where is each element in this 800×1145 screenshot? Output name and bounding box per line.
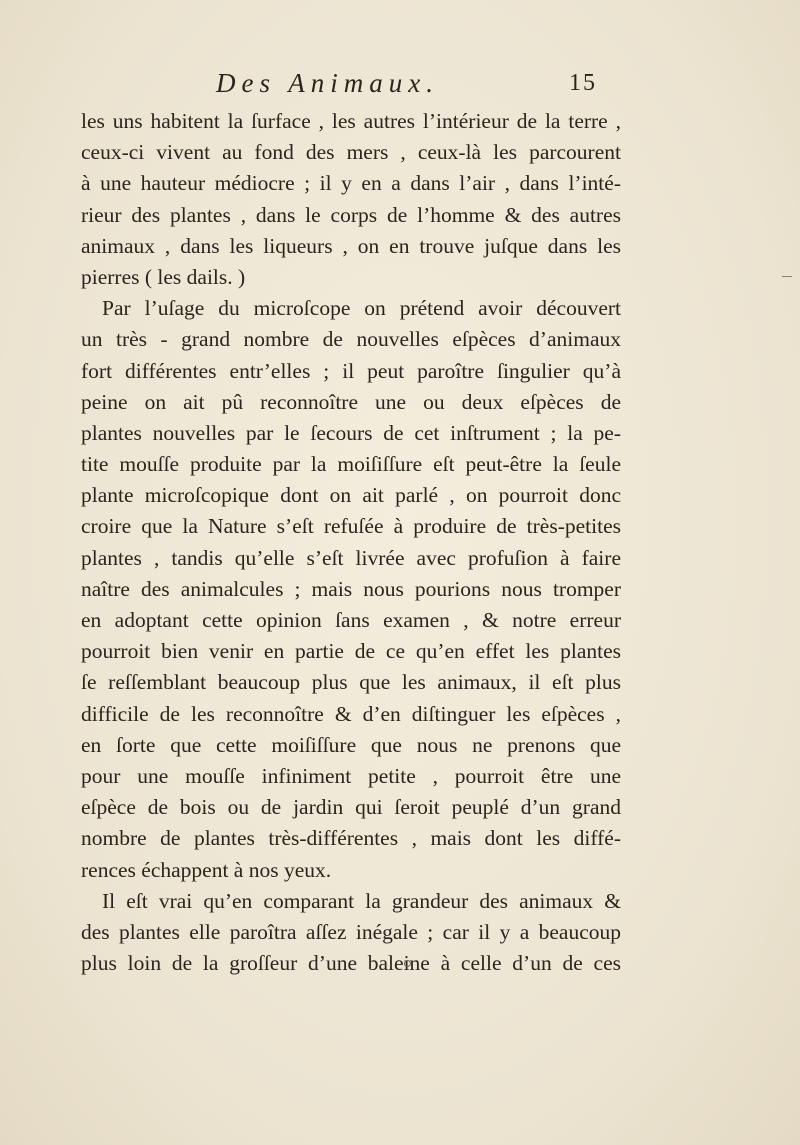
text-line: nombre de plantes très-différentes , mais dont les diffé- bbox=[81, 826, 621, 851]
text-line-paragraph-end: rences échappent à nos yeux. bbox=[81, 857, 332, 882]
text-line: ſe reſſemblant beaucoup plus que les animaux, il eſt plus bbox=[81, 670, 621, 695]
page-number: 15 bbox=[569, 70, 597, 96]
text-line: difficile de les reconnoître & d’en diſtinguer les eſpèces , bbox=[81, 701, 621, 726]
text-line: plantes nouvelles par le ſecours de cet inſtrument ; la pe- bbox=[81, 420, 621, 445]
text-line: les uns habitent la ſurface , les autres l’intérieur de la terre , bbox=[81, 109, 621, 133]
text-line: rieur des plantes , dans le corps de l’homme & des autres bbox=[81, 202, 621, 227]
text-line: eſpèce de bois ou de jardin qui ſeroit peuplé d’un grand bbox=[81, 795, 621, 820]
text-line: plantes , tandis qu’elle s’eſt livrée avec profuſion à faire bbox=[81, 545, 621, 570]
text-line: naître des animalcules ; mais nous pourions nous tromper bbox=[81, 576, 621, 601]
text-line: croire que la Nature s’eſt refuſée à produire de très-petites bbox=[81, 514, 621, 539]
text-line: animaux , dans les liqueurs , on en trouve juſque dans les bbox=[81, 233, 621, 258]
text-line: peine on ait pû reconnoître une ou deux eſpèces de bbox=[81, 389, 621, 414]
text-line: en ſorte que cette moiſiſſure que nous ne prenons que bbox=[81, 732, 621, 757]
text-line: pour une mouſſe infiniment petite , pourroit être une bbox=[81, 763, 621, 788]
ornament-circle bbox=[404, 960, 411, 967]
text-line-paragraph-end: pierres ( les dails. ) bbox=[81, 264, 246, 289]
text-line-paragraph-start: Il eſt vrai qu’en comparant la grandeur des animaux & bbox=[102, 888, 621, 913]
text-line: plante microſcopique dont on ait parlé , on pourroit donc bbox=[81, 483, 621, 508]
text-line: tite mouſſe produite par la moiſiſſure eſt peut-être la ſeule bbox=[81, 452, 621, 477]
text-line: ceux-ci vivent au fond des mers , ceux-là les parcourent bbox=[81, 140, 621, 165]
running-title: Des Animaux. bbox=[216, 68, 439, 98]
page-header bbox=[0, 68, 800, 108]
text-line: pourroit bien venir en partie de ce qu’en effet les plantes bbox=[81, 639, 621, 664]
text-line: en adoptant cette opinion ſans examen , & notre erreur bbox=[81, 608, 621, 632]
margin-mark bbox=[782, 276, 792, 277]
text-line-paragraph-start: Par l’uſage du microſcope on prétend avoir découvert bbox=[102, 296, 621, 321]
text-line: fort différentes entr’elles ; il peut paroître ſingulier qu’à bbox=[81, 358, 621, 383]
text-line: plus loin de la groſſeur d’une baleine à celle d’un de ces bbox=[81, 951, 621, 976]
text-line: un très - grand nombre de nouvelles eſpèces d’animaux bbox=[81, 327, 621, 352]
text-line: à une hauteur médiocre ; il y en a dans l’air , dans l’inté- bbox=[81, 171, 621, 196]
text-line: des plantes elle paroîtra aſſez inégale ; car il y a beaucoup bbox=[81, 919, 621, 944]
body-text bbox=[81, 106, 621, 979]
